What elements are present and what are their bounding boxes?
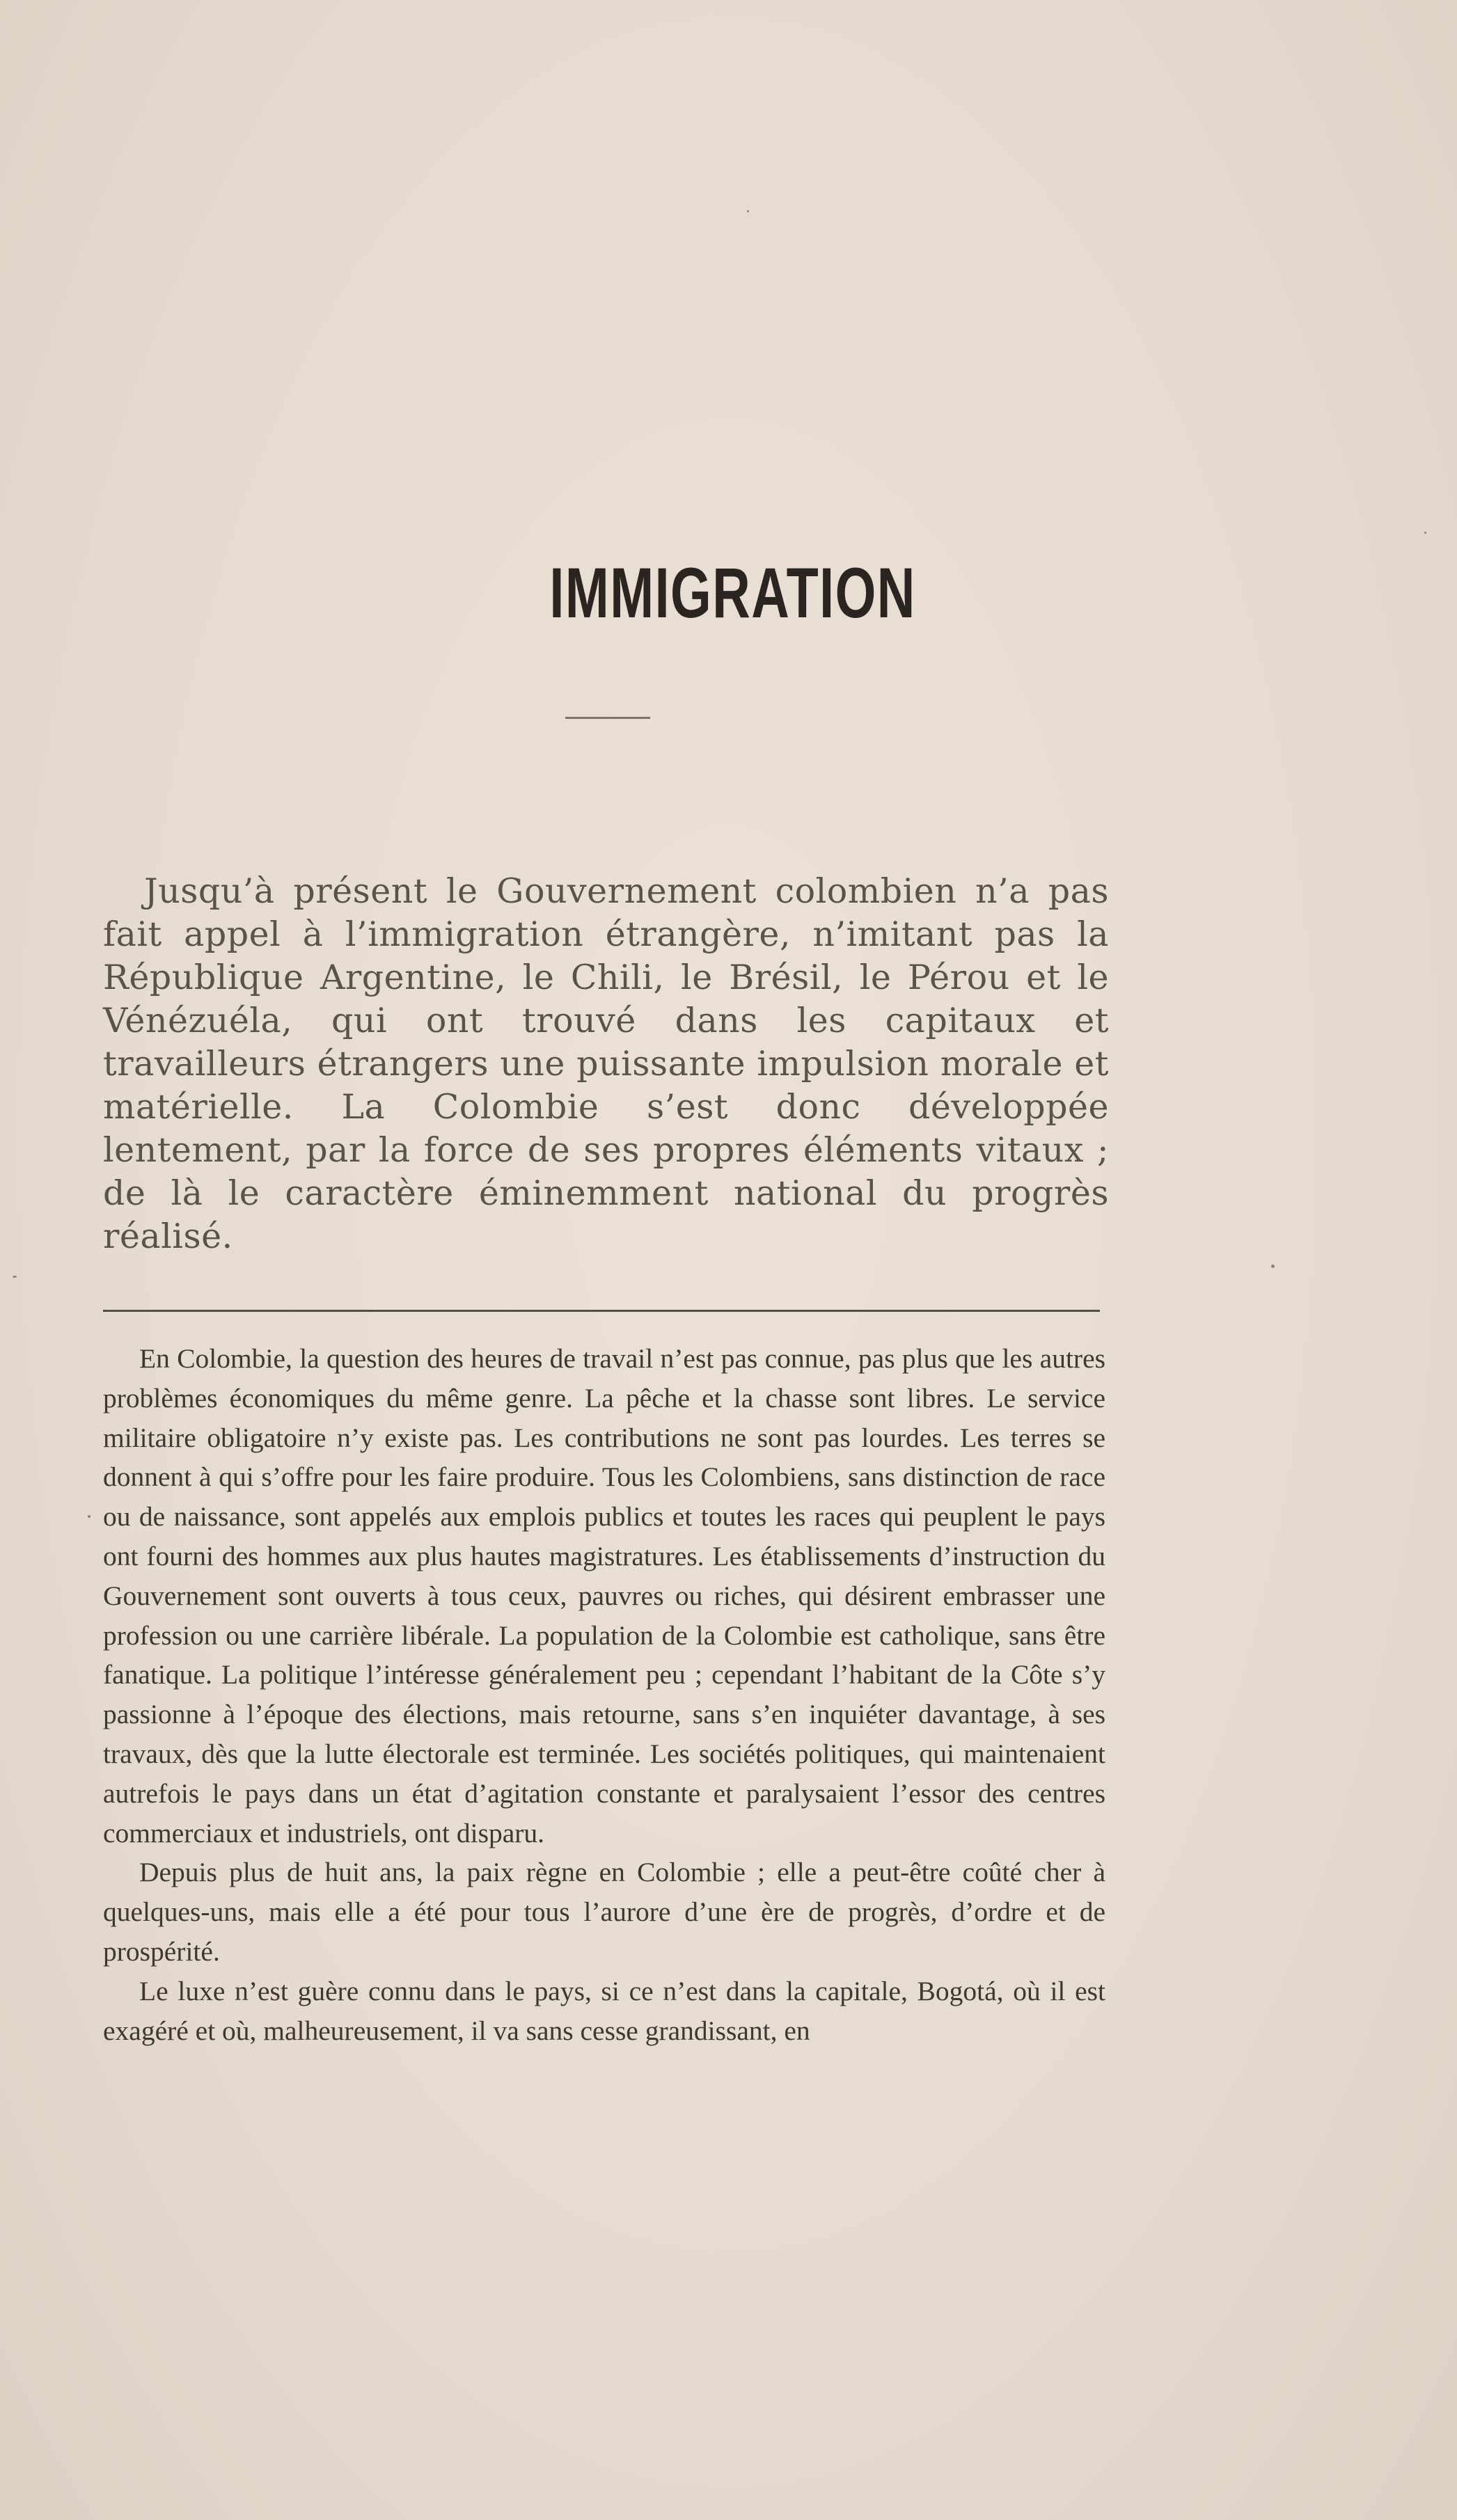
body-paragraph: En Colombie, la question des heures de travail n’est pas connue, pas plus que les autres problèmes économiques du même genre. La pêche et la chasse sont libres. Le service militaire obligatoire n’y existe pas. Les contributions ne sont pas lourdes. Les terres se donnent à qui s’offre pour les faire produire. Tous les Colombiens, sans distinction de race ou de naissance, sont appelés aux emplois publics et toutes les races qui peuplent le pays ont fourni des hommes aux plus hautes magistratures. Les établissements d’instruction du Gouvernement sont ouverts à tous ceux, pauvres ou riches, qui désirent embrasser une profession ou une carrière libérale. La population de la Colombie est catholique, sans être fanatique. La politique l’intéresse généralement peu ; cependant l’habitant de la Côte s’y passionne à l’époque des élections, mais retourne, sans s’en inquiéter davantage, à ses travaux, dès que la lutte électorale est terminée. Les sociétés politiques, qui maintenaient autrefois le pays dans un état d’agitation constante et paralysaient l’essor des centres commerciaux et industriels, ont disparu. — [103, 1343, 1105, 1848]
title-divider — [565, 717, 650, 719]
section-divider — [103, 1310, 1100, 1312]
body-text — [103, 1339, 1105, 2050]
page-title: IMMIGRATION — [549, 553, 916, 633]
paper-speck — [1271, 1265, 1275, 1268]
paper-speck — [747, 210, 749, 212]
intro-paragraph: Jusqu’à présent le Gouvernement colombien n’a pas fait appel à l’immigration étrangère, n’imitant pas la République Argentine, le Chili, le Brésil, le Pérou et le Vénézuéla, qui ont trouvé dans les capitaux et travailleurs étrangers une puissante impulsion morale et matérielle. La Colombie s’est donc développée lentement, par la force de ses propres éléments vitaux ; de là le caractère éminemment national du progrès réalisé. — [103, 871, 1109, 1256]
body-paragraph: Depuis plus de huit ans, la paix règne en Colombie ; elle a peut-être coûté cher à quelques-uns, mais elle a été pour tous l’aurore d’une ère de progrès, d’ordre et de prospérité. — [103, 1857, 1105, 1967]
paper-speck — [88, 1515, 90, 1518]
paper-speck — [13, 1276, 17, 1278]
paper-speck — [1424, 532, 1426, 534]
body-paragraph: Le luxe n’est guère connu dans le pays, si ce n’est dans la capitale, Bogotá, où il est exagéré et où, malheureusement, il va sans cesse grandissant, en — [103, 1975, 1105, 2046]
